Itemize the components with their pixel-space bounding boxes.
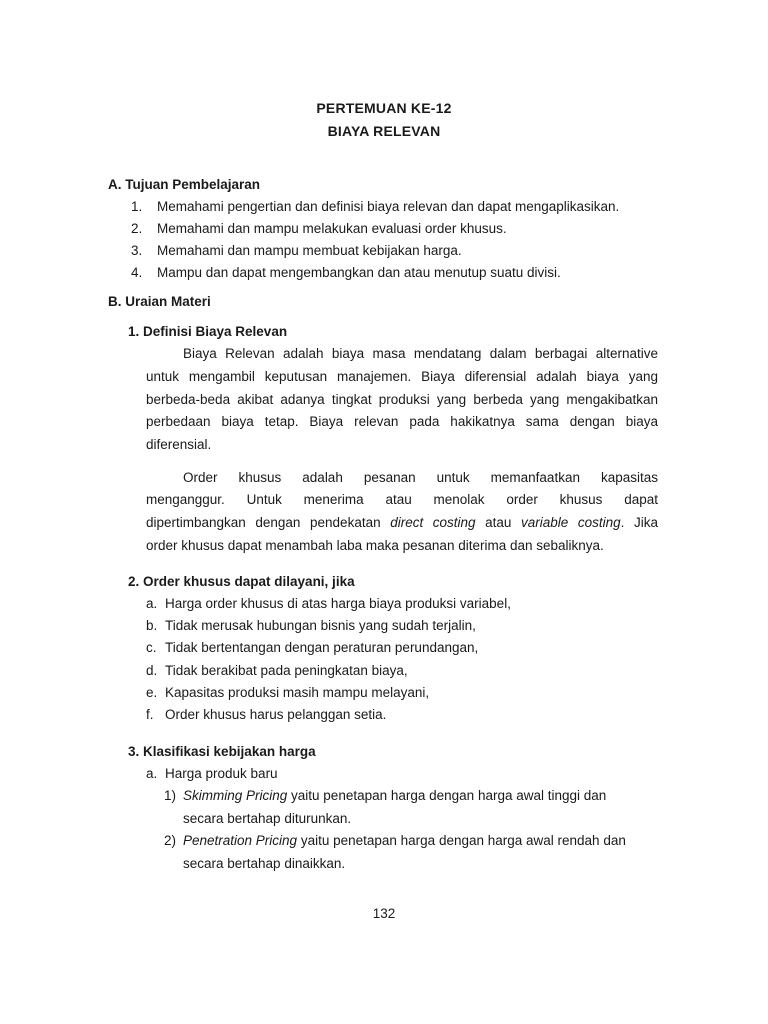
list-number: 4.: [131, 265, 143, 280]
term-direct-costing: direct costing: [390, 515, 476, 530]
list-item: Memahami dan mampu melakukan evaluasi order khusus.: [157, 221, 507, 236]
term-skimming-pricing: Skimming Pricing: [183, 788, 288, 803]
list-item: Harga order khusus di atas harga biaya produksi variabel,: [165, 596, 511, 611]
text-run: atau: [475, 515, 522, 530]
list-item-continuation: secara bertahap diturunkan.: [183, 811, 352, 826]
section-b-heading: B. Uraian Materi: [108, 294, 211, 309]
paragraph-line: menganggur. Untuk menerima atau menolak order khusus dapat: [146, 492, 658, 507]
list-item: Tidak merusak hubungan bisnis yang sudah terjalin,: [165, 618, 476, 633]
list-letter: f.: [146, 707, 154, 722]
page-number: 132: [372, 906, 396, 921]
list-item: Kapasitas produksi masih mampu melayani,: [165, 685, 430, 700]
list-letter: a.: [146, 596, 158, 611]
paragraph-line: berbeda-beda akibat adanya tingkat produksi yang berbeda yang mengakibatkan: [146, 392, 658, 407]
list-item: [183, 832, 626, 850]
page-subtitle: BIAYA RELEVAN: [327, 123, 441, 139]
subsection-2-heading: 2. Order khusus dapat dilayani, jika: [128, 574, 355, 589]
paragraph-line: order khusus dapat menambah laba maka pesanan diterima dan sebaliknya.: [146, 538, 604, 553]
list-number: 1.: [131, 199, 143, 214]
paragraph-line: Biaya Relevan adalah biaya masa mendatang dalam berbagai alternative: [183, 346, 658, 361]
list-letter: b.: [146, 618, 158, 633]
list-item: Tidak bertentangan dengan peraturan perundangan,: [165, 640, 479, 655]
list-letter: e.: [146, 685, 158, 700]
list-item: Harga produk baru: [165, 766, 278, 781]
list-item: Tidak berakibat pada peningkatan biaya,: [165, 663, 408, 678]
subsection-3-heading: 3. Klasifikasi kebijakan harga: [128, 744, 316, 759]
subsection-1-heading: 1. Definisi Biaya Relevan: [128, 324, 288, 339]
list-number: 2): [164, 833, 177, 848]
term-variable-costing: variable costing: [521, 515, 621, 530]
list-item-continuation: secara bertahap dinaikkan.: [183, 856, 346, 871]
page-title: PERTEMUAN KE-12: [316, 100, 452, 116]
list-number: 3.: [131, 243, 143, 258]
list-item: [183, 787, 606, 805]
section-a-heading: A. Tujuan Pembelajaran: [108, 177, 261, 192]
list-letter: a.: [146, 766, 158, 781]
term-penetration-pricing: Penetration Pricing: [183, 833, 298, 848]
list-item: Memahami dan mampu membuat kebijakan harga.: [157, 243, 462, 258]
list-number: 2.: [131, 221, 143, 236]
paragraph-line: perbedaan biaya tetap. Biaya relevan pada hakikatnya sama dengan biaya: [146, 414, 658, 429]
text-run: yaitu penetapan harga dengan harga awal rendah dan: [297, 833, 626, 848]
text-run: . Jika: [620, 515, 658, 530]
list-letter: d.: [146, 663, 158, 678]
list-item: Mampu dan dapat mengembangkan dan atau menutup suatu divisi.: [157, 265, 561, 280]
text-run: yaitu penetapan harga dengan harga awal tinggi dan: [287, 788, 607, 803]
list-item: Order khusus harus pelanggan setia.: [165, 707, 387, 722]
text-run: dipertimbangkan dengan pendekatan: [146, 515, 391, 530]
paragraph-line: untuk mengambil keputusan manajemen. Biaya diferensial adalah biaya yang: [146, 369, 658, 384]
paragraph-line: diferensial.: [146, 437, 212, 452]
paragraph-line: [146, 514, 658, 532]
list-letter: c.: [146, 640, 157, 655]
list-number: 1): [164, 788, 177, 803]
paragraph-line: Order khusus adalah pesanan untuk memanfaatkan kapasitas: [183, 470, 658, 485]
list-item: Memahami pengertian dan definisi biaya relevan dan dapat mengaplikasikan.: [157, 199, 620, 214]
